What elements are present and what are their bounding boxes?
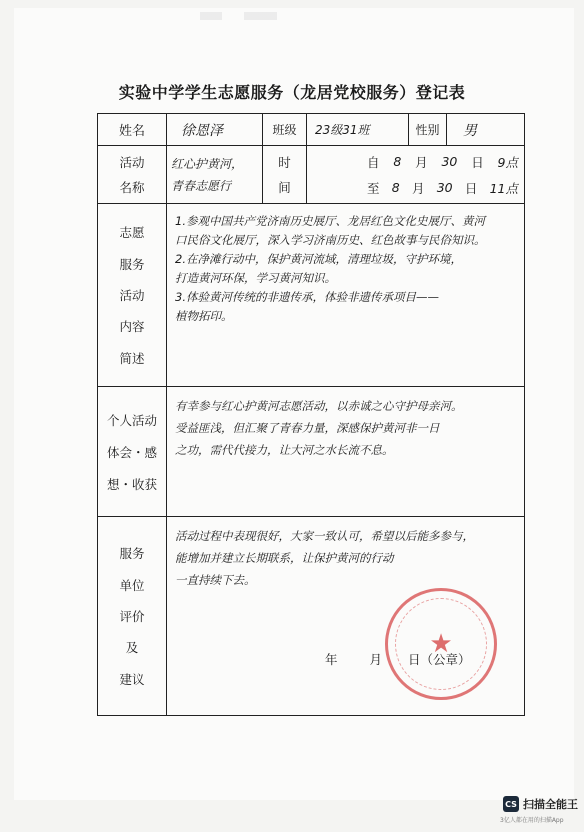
evaluation-label-2: 单位 [119,577,145,593]
reflection-line-1: 有幸参与红心护黄河志愿活动，以赤诚之心守护母亲河。 [175,399,463,413]
content-line-1: 1.参观中国共产党济南历史展厅、龙居红色文化史展厅、黄河 [175,214,485,228]
date-month-label: 月 [369,652,382,667]
name-value: 徐恩泽 [167,114,263,146]
activity-name-line-1: 红心护黄河， [171,156,244,171]
evaluation-label-cell [98,517,167,716]
form-title: 实验中学学生志愿服务（龙居党校服务）登记表 [118,83,466,102]
content-label-2: 服务 [119,256,145,272]
time-from-month-unit: 月 [415,154,428,170]
watermark-subtitle: 3亿人都在用的扫描App [500,817,564,824]
class-value: 23级31班 [307,114,409,146]
reflection-label-cell [98,387,167,517]
time-from-prefix: 自 [367,154,380,170]
content-line-2: 口民俗文化展厅，深入学习济南历史、红色故事与民俗知识。 [175,233,486,247]
seal-star-icon: ★ [429,629,453,659]
content-line-6: 植物拓印。 [175,309,233,323]
content-label-1: 志愿 [119,225,145,241]
reflection-label-2: 体会・感 [106,444,157,460]
activity-name-line-2: 青春志愿行 [171,178,232,193]
content-line-5: 3.体验黄河传统的非遗传承，体验非遗传承项目—— [175,290,439,304]
content-line-3: 2.在净滩行动中，保护黄河流域，清理垃圾，守护环境， [175,252,462,266]
camscanner-logo-icon: CS [503,796,519,812]
time-to-row [307,175,524,201]
date-day-label: 日（公章） [407,652,471,667]
activity-name-label-1: 活动 [119,155,145,171]
time-from-day: 30 [441,154,458,169]
content-value-cell [167,204,525,387]
content-label-cell [98,204,167,387]
content-label-4: 内容 [119,319,145,335]
reflection-label-1: 个人活动 [106,412,157,428]
class-label: 班级 [263,114,307,146]
time-to-hour: 11点 [489,180,518,196]
time-to-month: 8 [391,180,400,195]
time-to-month-unit: 月 [411,180,425,196]
gender-value: 男 [447,114,525,146]
evaluation-line-1: 活动过程中表现很好，大家一致认可，希望以后能多参与， [175,529,474,543]
time-value-cell [307,146,525,204]
time-from-day-unit: 日 [471,154,484,170]
time-from-hour: 9点 [497,154,518,170]
content-label-3: 活动 [119,287,145,303]
time-from-row [307,149,524,175]
activity-name-value-cell [167,146,263,204]
evaluation-label-4: 及 [125,640,139,656]
activity-name-label-2: 名称 [119,179,145,195]
content-line-4: 打造黄河环保，学习黄河知识。 [175,271,336,285]
reflection-value-cell [167,387,525,517]
time-label-cell [263,146,307,204]
evaluation-label-3: 评价 [119,608,145,624]
evaluation-line-2: 能增加并建立长期联系，让保护黄河的行动 [175,551,394,565]
time-to-prefix: 至 [367,180,380,196]
evaluation-label-1: 服务 [119,546,145,562]
evaluation-line-3: 一直持续下去。 [175,573,256,587]
faint-bleed-through [200,12,420,20]
seal-inner-ring [395,598,487,690]
gender-label: 性别 [409,114,447,146]
name-label: 姓名 [98,114,167,146]
reflection-line-2: 受益匪浅，但汇聚了青春力量，深感保护黄河非一日 [175,421,440,435]
time-label-1: 时 [278,155,291,171]
time-from-month: 8 [393,154,402,169]
time-to-day-unit: 日 [464,180,478,196]
time-to-day: 30 [436,180,453,195]
reflection-line-3: 之功，需代代接力，让大河之水长流不息。 [175,443,394,457]
evaluation-label-5: 建议 [119,671,145,687]
date-year-label: 年 [325,652,338,667]
watermark-name: 扫描全能王 [523,798,578,811]
scanner-watermark [503,796,578,812]
activity-name-label-cell [98,146,167,204]
content-label-5: 简述 [119,350,145,366]
time-label-2: 间 [278,179,291,195]
reflection-label-3: 想・收获 [106,476,157,492]
